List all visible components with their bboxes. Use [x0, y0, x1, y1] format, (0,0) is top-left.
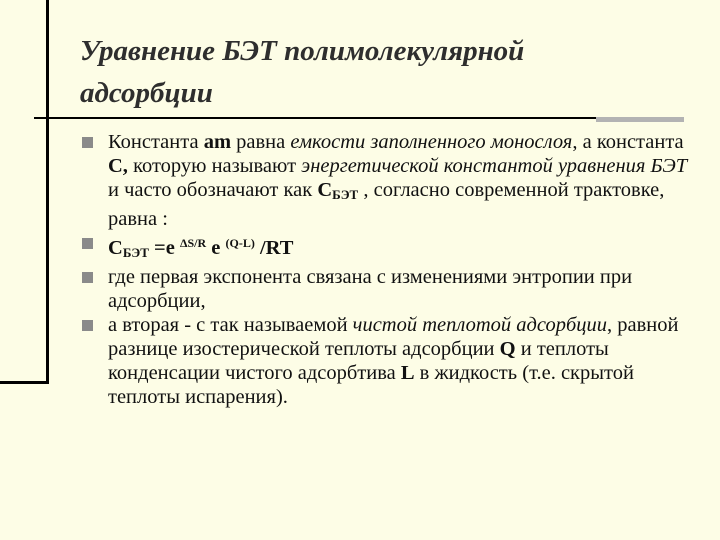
- title-line-2: адсорбции: [80, 77, 213, 109]
- left-horizontal-rule: [0, 381, 49, 384]
- square-bullet-icon: [82, 320, 93, 331]
- title-line-1: Уравнение БЭТ полимолекулярной: [80, 35, 525, 67]
- square-bullet-icon: [82, 238, 93, 249]
- title-divider-accent: [596, 117, 684, 122]
- slide-title: [80, 30, 640, 114]
- list-item: Константа am равна емкости заполненного монослоя, а константа С, которую называют энергетической константой уравнения БЭТ и часто обозначают как $С_{БЭТ}$ , согласно современной трактовке, равна :: [80, 130, 690, 231]
- bullet-list: [80, 130, 690, 409]
- title-divider: [34, 117, 684, 119]
- list-item: а вторая - с так называемой чистой теплотой адсорбции, равной разнице изостерической теплоты адсорбции Q и теплоты конденсации чистого адсорбтива L в жидкость (т.е. скрытой теплоты испарения).: [80, 313, 690, 409]
- square-bullet-icon: [82, 272, 93, 283]
- list-item: где первая экспонента связана с изменениями энтропии при адсорбции,: [80, 265, 690, 313]
- list-item: $С_{БЭТ} =е$ $^{\Delta S/R}$ е $^{(Q-L)}$ /RT: [80, 231, 690, 265]
- left-vertical-rule: [46, 0, 49, 384]
- square-bullet-icon: [82, 137, 93, 148]
